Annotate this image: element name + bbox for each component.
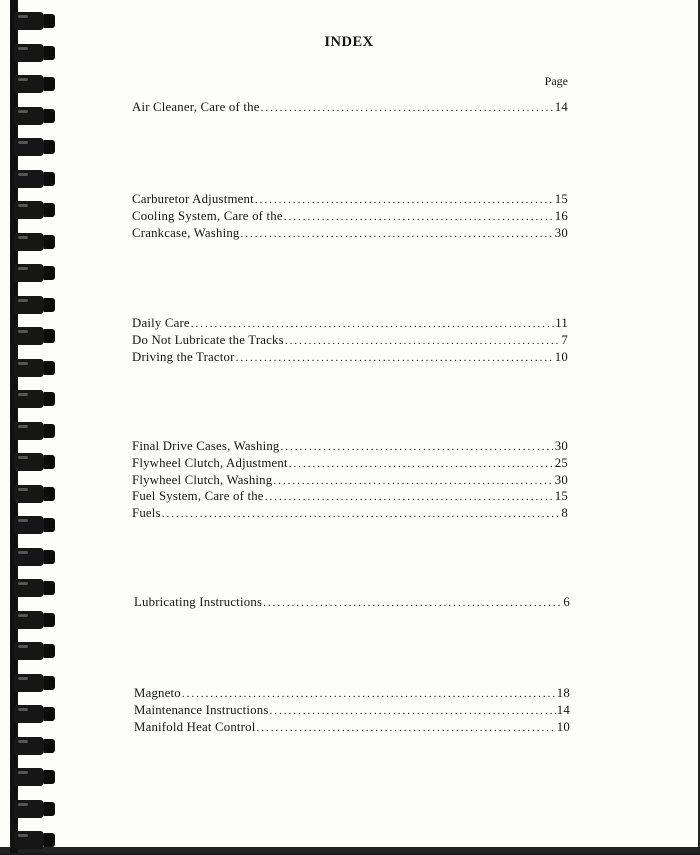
dot-leader <box>241 228 554 240</box>
entry-label: Lubricating Instructions <box>134 595 263 609</box>
index-entry <box>132 333 568 350</box>
index-entry <box>134 595 570 612</box>
entry-page: 11 <box>555 316 568 330</box>
dot-leader <box>281 441 554 453</box>
index-entry <box>134 703 570 720</box>
dot-leader <box>261 102 554 114</box>
entry-label: Flywheel Clutch, Adjustment <box>132 455 288 470</box>
index-entry <box>132 100 568 117</box>
index-entry <box>132 226 568 243</box>
entry-label: Daily Care <box>132 316 190 330</box>
dot-leader <box>270 705 556 717</box>
entry-label: Do Not Lubricate the Tracks <box>132 332 284 347</box>
entry-page: 6 <box>563 595 570 609</box>
entry-label: Fuels <box>132 506 161 521</box>
index-entry <box>132 192 568 209</box>
index-entry <box>132 209 568 226</box>
entry-label: Air Cleaner, Care of the <box>132 100 260 114</box>
index-entry <box>134 720 570 737</box>
entry-label: Final Drive Cases, Washing <box>132 439 280 453</box>
index-entry <box>132 439 568 456</box>
entry-label: Magneto <box>134 686 181 700</box>
entry-label: Cooling System, Care of the <box>132 208 283 223</box>
index-entry <box>132 350 568 367</box>
page-title: INDEX <box>324 34 374 50</box>
entry-page: 30 <box>554 472 568 487</box>
index-entry <box>132 456 568 473</box>
entry-label: Carburetor Adjustment <box>132 192 254 206</box>
index-group-f <box>132 439 568 523</box>
dot-leader <box>162 508 561 520</box>
dot-leader <box>284 211 554 223</box>
index-entry <box>132 506 568 523</box>
entry-label: Manifold Heat Control <box>134 719 256 734</box>
dot-leader <box>263 597 562 609</box>
entry-page: 18 <box>556 686 570 700</box>
index-entry <box>132 316 568 333</box>
entry-label: Flywheel Clutch, Washing <box>132 472 273 487</box>
entry-page: 15 <box>554 489 568 504</box>
dot-leader <box>256 722 555 734</box>
page-column-header: Page <box>544 74 568 88</box>
index-entry <box>132 473 568 490</box>
dot-leader <box>255 194 554 206</box>
entry-page: 30 <box>554 439 568 453</box>
entry-page: 25 <box>554 455 568 470</box>
entry-page: 16 <box>554 208 568 223</box>
dot-leader <box>285 335 561 347</box>
entry-page: 8 <box>561 506 568 521</box>
entry-label: Driving the Tractor <box>132 349 235 364</box>
entry-page: 15 <box>554 192 568 206</box>
dot-leader <box>289 458 554 470</box>
dot-leader <box>182 688 556 700</box>
index-group-a <box>132 100 568 117</box>
dot-leader <box>265 491 554 503</box>
entry-page: 7 <box>561 332 568 347</box>
dot-leader <box>273 475 553 487</box>
entry-page: 10 <box>554 349 568 364</box>
index-entry <box>132 489 568 506</box>
entry-label: Fuel System, Care of the <box>132 489 264 504</box>
entry-page: 14 <box>556 702 570 717</box>
entry-label: Crankcase, Washing <box>132 225 240 240</box>
dot-leader <box>191 318 554 330</box>
entry-page: 30 <box>554 225 568 240</box>
entry-page: 10 <box>556 719 570 734</box>
entry-page: 14 <box>554 100 568 114</box>
index-entry <box>134 686 570 703</box>
index-group-c <box>132 192 568 242</box>
index-group-m <box>134 686 570 736</box>
index-group-d <box>132 316 568 366</box>
entry-label: Maintenance Instructions <box>134 702 269 717</box>
dot-leader <box>236 352 554 364</box>
index-group-l <box>134 595 570 612</box>
